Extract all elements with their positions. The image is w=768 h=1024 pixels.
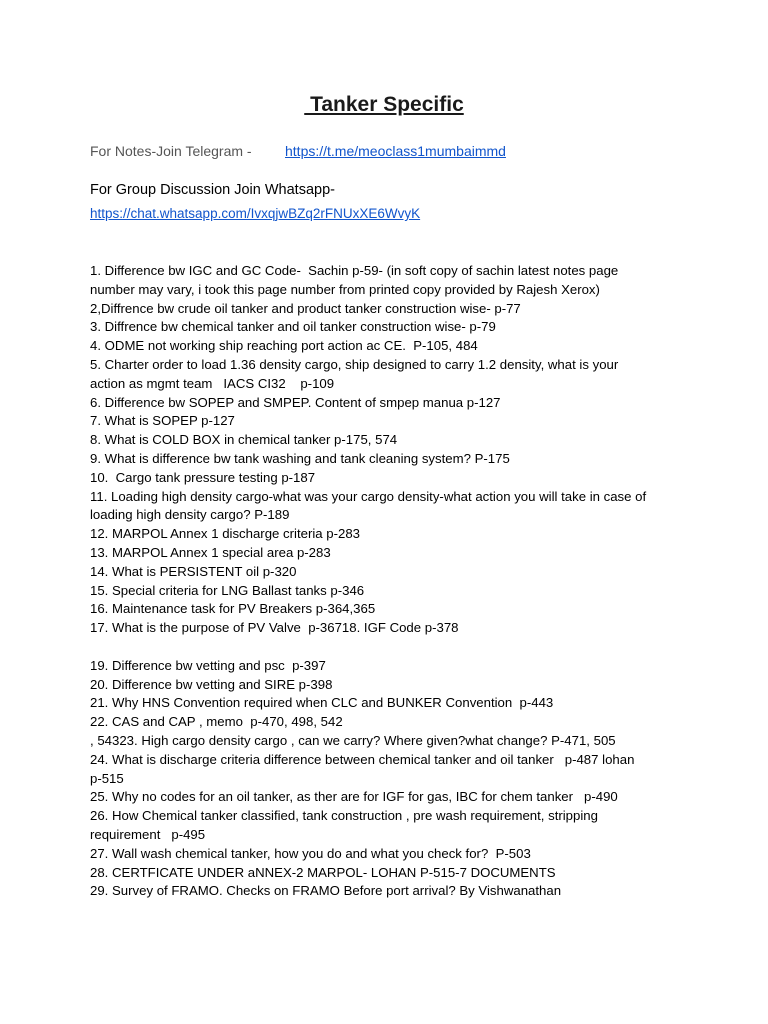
page-title: Tanker Specific bbox=[304, 93, 464, 116]
whatsapp-link[interactable]: https://chat.whatsapp.com/IvxqjwBZq2rFNUxXE6WvyK bbox=[90, 206, 421, 221]
question-line: requirement p-495 bbox=[90, 826, 206, 842]
question-line: 8. What is COLD BOX in chemical tanker p-175, 574 bbox=[90, 432, 398, 448]
question-line: 15. Special criteria for LNG Ballast tanks p-346 bbox=[90, 582, 365, 598]
question-line: 26. How Chemical tanker classified, tank construction , pre wash requirement, stripping bbox=[90, 808, 598, 824]
question-list bbox=[90, 262, 690, 901]
question-line: 1. Difference bw IGC and GC Code- Sachin p-59- (in soft copy of sachin latest notes page bbox=[90, 263, 619, 278]
question-line: 2,Diffrence bw crude oil tanker and product tanker construction wise- p-77 bbox=[90, 300, 521, 316]
question-line: 10. Cargo tank pressure testing p-187 bbox=[90, 469, 316, 485]
question-line: 5. Charter order to load 1.36 density cargo, ship designed to carry 1.2 density, what is your bbox=[90, 356, 619, 372]
question-line: 19. Difference bw vetting and psc p-397 bbox=[90, 657, 326, 673]
telegram-label: For Notes-Join Telegram - bbox=[90, 143, 252, 159]
question-line: 17. What is the purpose of PV Valve p-36718. IGF Code p-378 bbox=[90, 620, 459, 636]
question-line: 20. Difference bw vetting and SIRE p-398 bbox=[90, 676, 333, 692]
question-line: 3. Diffrence bw chemical tanker and oil tanker construction wise- p-79 bbox=[90, 319, 496, 335]
question-line: 4. ODME not working ship reaching port action ac CE. P-105, 484 bbox=[90, 338, 478, 354]
question-line: 24. What is discharge criteria difference between chemical tanker and oil tanker p-487 lohan bbox=[90, 751, 635, 767]
question-line: 7. What is SOPEP p-127 bbox=[90, 413, 235, 429]
question-line: 11. Loading high density cargo-what was your cargo density-what action you will take in case of bbox=[90, 488, 647, 504]
question-line: loading high density cargo? P-189 bbox=[90, 507, 290, 523]
question-line: 27. Wall wash chemical tanker, how you do and what you check for? P-503 bbox=[90, 845, 531, 861]
whatsapp-label: For Group Discussion Join Whatsapp- bbox=[90, 182, 335, 198]
question-line: 22. CAS and CAP , memo p-470, 498, 542 bbox=[90, 714, 343, 730]
question-line: 9. What is difference bw tank washing and tank cleaning system? P-175 bbox=[90, 450, 510, 466]
question-line: 28. CERTFICATE UNDER aNNEX-2 MARPOL- LOHAN P-515-7 DOCUMENTS bbox=[90, 864, 556, 880]
question-line: action as mgmt team IACS CI32 p-109 bbox=[90, 375, 335, 391]
question-line: 12. MARPOL Annex 1 discharge criteria p-283 bbox=[90, 526, 360, 542]
question-line: , 54323. High cargo density cargo , can we carry? Where given?what change? P-471, 505 bbox=[90, 732, 616, 748]
question-line: 13. MARPOL Annex 1 special area p-283 bbox=[90, 544, 331, 560]
question-line: p-515 bbox=[90, 770, 124, 786]
question-line: 29. Survey of FRAMO. Checks on FRAMO Before port arrival? By Vishwanathan bbox=[90, 883, 562, 899]
telegram-link[interactable]: https://t.me/meoclass1mumbaimmd bbox=[285, 143, 506, 159]
question-line: 25. Why no codes for an oil tanker, as ther are for IGF for gas, IBC for chem tanker p-490 bbox=[90, 789, 618, 805]
question-line bbox=[90, 638, 690, 657]
question-line: 14. What is PERSISTENT oil p-320 bbox=[90, 563, 297, 579]
question-line: 6. Difference bw SOPEP and SMPEP. Content of smpep manua p-127 bbox=[90, 394, 501, 410]
question-line: 21. Why HNS Convention required when CLC and BUNKER Convention p-443 bbox=[90, 695, 554, 711]
question-line: number may vary, i took this page number from printed copy provided by Rajesh Xerox) bbox=[90, 281, 600, 297]
question-line: 16. Maintenance task for PV Breakers p-364,365 bbox=[90, 601, 376, 617]
